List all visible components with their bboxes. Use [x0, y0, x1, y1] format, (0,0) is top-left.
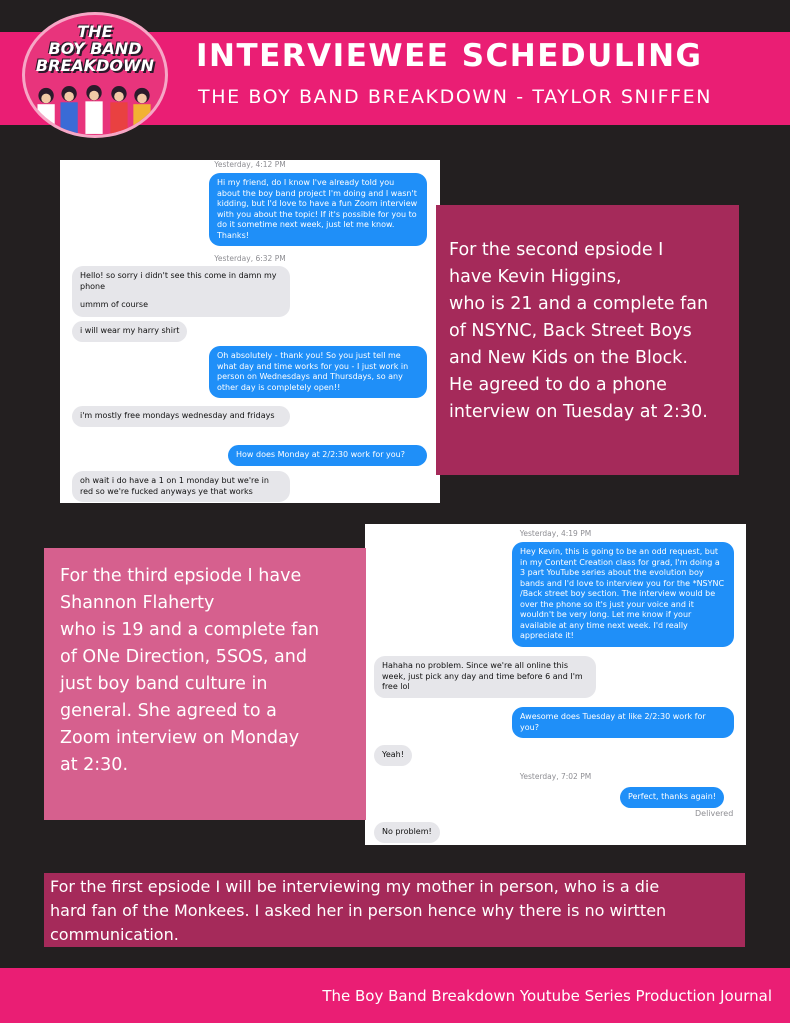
footer-banner: [0, 968, 790, 1023]
callout-line: For the third epsiode I have: [60, 566, 302, 586]
chat-message-text: ummm of course: [80, 300, 148, 309]
chat-message-outgoing: Hi my friend, do I know I've already told you about the boy band project I'm doing and I wasn't kidding, but I'd love to have a fun Zoom interview with you about the topic! If it's possible for you to do it sometime next week, just let me know. Thanks!: [209, 173, 427, 246]
first-episode-note: [44, 873, 745, 947]
callout-line: Zoom interview on Monday: [60, 728, 300, 748]
chat-message-outgoing: Awesome does Tuesday at like 2/2:30 work for you?: [512, 707, 734, 738]
callout-line: who is 21 and a complete fan: [449, 294, 709, 314]
callout-line: interview on Tuesday at 2:30.: [449, 402, 708, 422]
band-illustration-icon: [25, 83, 165, 135]
callout-line: just boy band culture in: [60, 674, 268, 694]
page-subtitle: THE BOY BAND BREAKDOWN - TAYLOR SNIFFEN: [198, 86, 713, 108]
chat-timestamp: Yesterday, 6:32 PM: [214, 254, 286, 263]
callout-line: He agreed to do a phone: [449, 375, 667, 395]
chat-message-text: Hello! so sorry i didn't see this come in damn my phone: [80, 271, 277, 291]
chat-message-incoming: i'm mostly free mondays wednesday and fridays: [72, 406, 290, 427]
page-title: INTERVIEWEE SCHEDULING: [196, 38, 703, 74]
chat-message-incoming: Yeah!: [374, 745, 412, 766]
chat-message-incoming: No problem!: [374, 822, 440, 843]
logo-text: THE BOY BAND BREAKDOWN: [35, 22, 155, 75]
callout-line: Shannon Flaherty: [60, 593, 215, 613]
callout-line: at 2:30.: [60, 755, 129, 775]
chat-message-outgoing: How does Monday at 2/2:30 work for you?: [228, 445, 427, 466]
callout-line: general. She agreed to a: [60, 701, 277, 721]
footer-text: The Boy Band Breakdown Youtube Series Production Journal: [322, 987, 772, 1005]
shannon-flaherty-description: [44, 548, 366, 820]
chat-message-outgoing: Oh absolutely - thank you! So you just tell me what day and time works for you - I just work in person on Wednesdays and Thursdays, so any other day is completely open!!: [209, 346, 427, 398]
chat-timestamp: Yesterday, 4:19 PM: [519, 529, 592, 538]
chat-screenshot-kevin-friend: [60, 160, 440, 503]
callout-line: of NSYNC, Back Street Boys: [449, 321, 692, 341]
callout-line: have Kevin Higgins,: [449, 267, 622, 287]
chat-message-outgoing: Hey Kevin, this is going to be an odd request, but in my Content Creation class for grad, I'm doing a 3 part YouTube series about the evolution boy bands and I'd love to interview you for the *NSYNC /Back street boy section. The interview would be over the phone so it's just your voice and it wouldn't be very long. Let me know if your available at any time next week. I'd really appreciate it!: [512, 542, 734, 647]
callout-line: and New Kids on the Block.: [449, 348, 688, 368]
show-logo: [22, 12, 168, 138]
chat-screenshot-kevin-higgins: [365, 524, 746, 845]
note-line: hard fan of the Monkees. I asked her in person hence why there is no wirtten: [50, 901, 667, 920]
callout-line: of ONe Direction, 5SOS, and: [60, 647, 307, 667]
callout-line: who is 19 and a complete fan: [60, 620, 320, 640]
chat-message-incoming: i will wear my harry shirt: [72, 321, 187, 342]
note-line: communication.: [50, 925, 179, 944]
chat-message-incoming: [72, 266, 290, 317]
delivered-status: Delivered: [695, 809, 734, 818]
chat-message-incoming: Hahaha no problem. Since we're all online this week, just pick any day and time before 6 and I'm free lol: [374, 656, 596, 698]
note-line: For the first epsiode I will be interviewing my mother in person, who is a die: [50, 877, 660, 896]
callout-line: For the second epsiode I: [449, 240, 664, 260]
kevin-higgins-description: [436, 205, 739, 475]
chat-message-incoming: oh wait i do have a 1 on 1 monday but we're in red so we're fucked anyways ye that works: [72, 471, 290, 502]
chat-timestamp: Yesterday, 4:12 PM: [214, 160, 286, 169]
chat-timestamp: Yesterday, 7:02 PM: [519, 772, 592, 781]
chat-message-outgoing: Perfect, thanks again!: [620, 787, 724, 808]
